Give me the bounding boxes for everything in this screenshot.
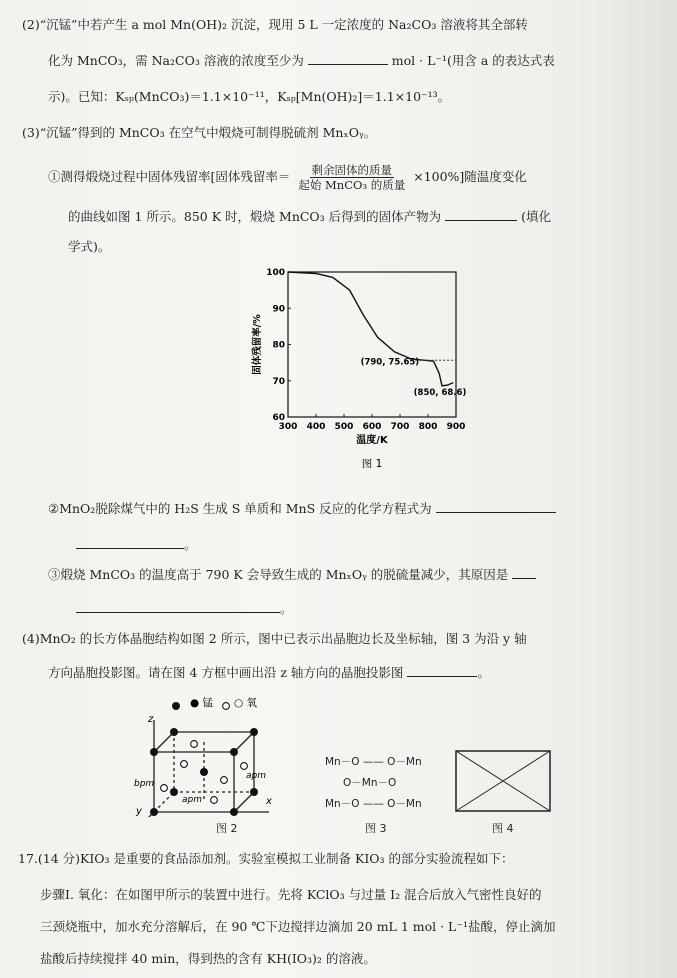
q3-intro: (3)“沉锰”得到的 MnCO₃ 在空气中煅烧可制得脱硫剂 MnₓOᵧ。 — [22, 125, 377, 140]
q17-line2: 步骤Ⅰ. 氧化：在如图甲所示的装置中进行。先将 KClO₃ 与过量 I₂ 混合后放入气密性良好的 — [40, 887, 542, 902]
axis-z-label: z — [148, 714, 154, 725]
fraction-denominator: 起始 MnCO₃ 的质量 — [298, 178, 406, 192]
annotation-850: (850, 68.6) — [413, 387, 467, 398]
q3-item3-line1 — [48, 566, 536, 584]
axis-y-label: y — [136, 806, 142, 817]
y-tick-label: 90 — [272, 304, 285, 315]
edge-a-label-right: apm — [246, 771, 266, 781]
figure3-caption: 图 3 — [365, 822, 387, 835]
q3-item1-line1 — [48, 163, 527, 192]
y-tick-label: 70 — [272, 376, 285, 387]
y-tick-label: 80 — [272, 340, 285, 351]
q4-line1: (4)MnO₂ 的长方体晶胞结构如图 2 所示，图中已表示出晶胞边长及坐标轴，图 3 为沿 y 轴 — [22, 631, 527, 646]
x-axis-label: 温度/K — [356, 435, 388, 446]
edge-b-label: bpm — [134, 779, 155, 789]
q3-item3-period: 。 — [280, 601, 293, 616]
x-tick-label: 900 — [446, 422, 466, 432]
y-axis-label: 固体残留率/% — [252, 314, 263, 375]
residual-rate-curve — [288, 272, 453, 386]
q3-item2-line2 — [76, 536, 197, 554]
edge-a-label-bottom: apm — [182, 795, 202, 805]
projection-row-top: Mn－O —— O－Mn — [325, 756, 422, 768]
projection-answer-box[interactable] — [455, 750, 551, 812]
q3-item1-question: 的曲线如图 1 所示。850 K 时，煅烧 MnCO₃ 后得到的固体产物为 — [68, 209, 442, 224]
figure2-caption: 图 2 — [216, 822, 238, 835]
answer-blank-equation-cont[interactable] — [76, 536, 184, 549]
q3-item3-text: ③煅烧 MnCO₃ 的温度高于 790 K 会导致生成的 MnₓOᵧ 的脱硫量减少，其原因是 — [48, 567, 509, 582]
answer-blank-reason-cont[interactable] — [76, 600, 280, 613]
fraction-numerator: 剩余固体的质量 — [311, 163, 393, 177]
q4-line2-period: 。 — [477, 665, 490, 680]
x-tick-label: 400 — [306, 422, 326, 432]
q2-line2 — [48, 52, 555, 70]
q2-line1: (2)“沉锰”中若产生 a mol Mn(OH)₂ 沉淀，现用 5 L 一定浓度的 Na₂CO₃ 溶液将其全部转 — [22, 17, 528, 32]
q3-item1-line3: 学式)。 — [68, 239, 111, 254]
x-tick-label: 600 — [362, 422, 382, 432]
x-tick-label: 500 — [334, 422, 354, 432]
x-tick-label: 300 — [278, 422, 298, 432]
answer-blank-product[interactable] — [445, 208, 517, 221]
answer-blank-reason[interactable] — [512, 566, 536, 579]
axis-x-label: x — [266, 796, 272, 807]
legend-manganese: ● 锰 — [190, 697, 213, 709]
annotation-790: (790, 75.65) — [360, 357, 420, 368]
residual-rate-fraction — [296, 163, 407, 192]
answer-blank-projection[interactable] — [407, 664, 477, 677]
q3-item3-line2 — [76, 600, 293, 618]
q17-line1: 17.(14 分)KIO₃ 是重要的食品添加剂。实验室模拟工业制备 KIO₃ 的部分实验流程如下： — [18, 851, 514, 866]
q2-line3: 示)。已知：Kₛₚ(MnCO₃)＝1.1×10⁻¹¹，Kₛₚ[Mn(OH)₂]＝1.1×10⁻¹³。 — [48, 89, 451, 104]
q2-line2-text: 化为 MnCO₃，需 Na₂CO₃ 溶液的浓度至少为 — [48, 53, 304, 68]
q3-item1-hint: (填化 — [521, 209, 552, 224]
q4-line2-text: 方向晶胞投影图。请在图 4 方框中画出沿 z 轴方向的晶胞投影图 — [48, 665, 404, 680]
y-tick-label: 60 — [272, 413, 285, 423]
answer-blank-equation[interactable] — [436, 500, 556, 513]
y-tick-label: 100 — [266, 268, 285, 278]
q17-line3: 三颈烧瓶中，加水充分溶解后，在 90 ℃下边搅拌边滴加 20 mL 1 mol · L⁻¹盐酸，停止滴加 — [40, 919, 556, 934]
q2-line2-unit: mol · L⁻¹(用含 a 的表达式表 — [391, 53, 555, 68]
legend-oxygen: ○ 氧 — [234, 697, 257, 709]
x-tick-label: 700 — [390, 422, 410, 432]
q3-item1-text-end: ×100%]随温度变化 — [413, 169, 527, 184]
x-tick-label: 800 — [418, 422, 438, 432]
q4-line2 — [48, 664, 490, 682]
projection-y-figure — [325, 752, 435, 815]
projection-row-bottom: Mn－O —— O－Mn — [325, 798, 422, 810]
q3-item2-line1 — [48, 500, 556, 518]
crystal-cell-figure — [134, 692, 314, 817]
q3-item2-period: 。 — [184, 537, 197, 552]
answer-blank-concentration[interactable] — [308, 52, 388, 65]
q17-line4: 盐酸后持续搅拌 40 min，得到热的含有 KH(IO₃)₂ 的溶液。 — [40, 951, 376, 966]
figure4-caption: 图 4 — [492, 822, 514, 835]
figure1-caption: 图 1 — [361, 458, 383, 470]
projection-row-middle: O－Mn－O — [343, 777, 397, 789]
q3-item1-line2 — [68, 208, 551, 226]
residual-rate-chart — [248, 262, 478, 477]
q3-item1-text: ①测得煅烧过程中固体残留率[固体残留率＝ — [48, 169, 291, 184]
q3-item2-text: ②MnO₂脱除煤气中的 H₂S 生成 S 单质和 MnS 反应的化学方程式为 — [48, 501, 432, 516]
